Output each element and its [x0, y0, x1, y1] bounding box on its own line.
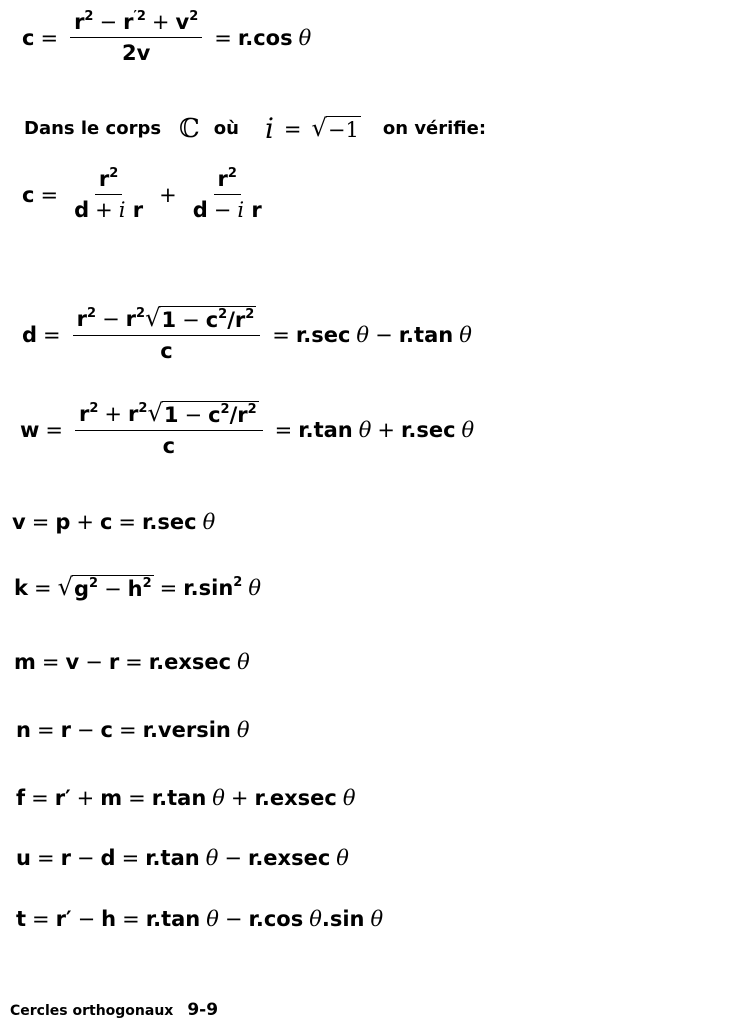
radical: √ $g^2 - h^2$	[57, 573, 152, 601]
complex-field-symbol: ℂ	[179, 113, 200, 144]
fraction: $\frac{r^2}{\text{d + i r}}$	[74, 166, 144, 223]
equation-c-cos: c = $\frac{r^2 - r^{'2} + v^2}{2v}$ = r.cos θ	[22, 9, 312, 66]
fraction: $\frac{r^2 - r^{'2} + v^2}{2v}$	[70, 10, 202, 65]
equation-m: m = v − r = r.exsec θ	[14, 650, 250, 674]
fraction: $r^2 - r^2$ √ $1 - c^2/r^2$ c	[73, 306, 261, 363]
equation-w: w = $r^2 + r^2$ √ $1 - c^2/r^2$ c = r.tan θ + r.sec θ	[20, 399, 475, 459]
page-footer	[10, 1000, 218, 1020]
radical: √ −1	[311, 113, 359, 142]
fraction: $\frac{r^2}{\text{d − i r}}$	[192, 166, 262, 223]
footer-title: Cercles orthogonaux	[10, 1003, 174, 1019]
fraction: $r^2 + r^2$ √ $1 - c^2/r^2$ c	[75, 401, 263, 458]
ou-label: où	[213, 118, 239, 139]
dans-le-corps-label: Dans le corps	[24, 118, 162, 139]
equation-n: n = r − c = r.versin θ	[16, 718, 250, 742]
equation-d: d = $r^2 - r^2$ √ $1 - c^2/r^2$ c = r.sec θ − r.tan θ	[22, 304, 472, 364]
on-verifie-label: on vérifie:	[382, 118, 487, 139]
equation-f: f = r′ + m = r.tan θ + r.exsec θ	[16, 786, 356, 810]
page-number: 9-9	[187, 1000, 219, 1020]
field-statement: Dans le corps ℂ où i = √ −1 on vérifie:	[24, 112, 487, 145]
equation-v: v = p + c = r.sec θ	[12, 510, 216, 534]
equation-k: k = √ $g^2 - h^2$ = $r.\sin^2$ θ	[14, 573, 261, 601]
equation-t: t = r′ − h = r.tan θ − r.cos θ .sin θ	[16, 907, 384, 931]
equation-c-complex: c = $\frac{r^2}{\text{d + i r}}$ + $\frac{r^2}{\text{d − i r}}$	[22, 167, 272, 222]
equation-u: u = r − d = r.tan θ − r.exsec θ	[16, 846, 349, 870]
